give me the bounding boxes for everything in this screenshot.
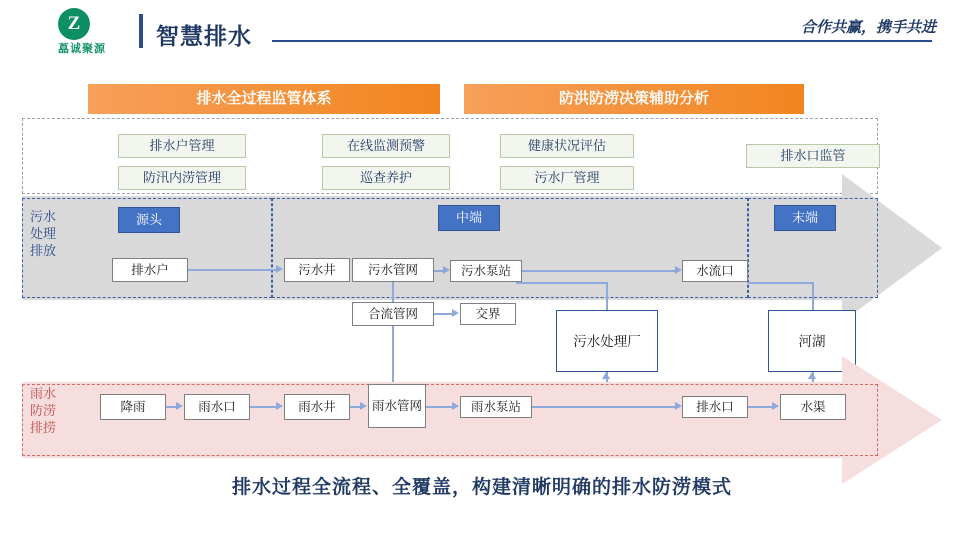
banner-supervision-system: 排水全过程监管体系 (88, 84, 440, 114)
arrow-combined-to-junction-icon (452, 309, 459, 317)
rain-side-label (30, 385, 74, 436)
node-junction[interactable]: 交界 (460, 303, 516, 325)
connector-combined-to-rainpipe (392, 326, 394, 382)
arrow-pump-to-outlet-icon (675, 266, 682, 274)
node-sewage-manhole[interactable]: 污水井 (284, 258, 350, 282)
stage-pill-middle[interactable]: 中端 (438, 205, 500, 231)
node-rain-pipe-network[interactable]: 雨水管网 (368, 384, 426, 428)
chip-inspection-maintenance[interactable]: 巡查养护 (322, 166, 450, 190)
chip-flood-waterlogging-management[interactable]: 防汛内涝管理 (118, 166, 246, 190)
stage-pill-end[interactable]: 末端 (774, 205, 836, 231)
connector-inlet-to-manhole (250, 406, 278, 408)
chip-wwtp-management[interactable]: 污水厂管理 (500, 166, 634, 190)
sewage-side-label-line-1: 污水 (30, 209, 57, 224)
node-combined-pipe-network[interactable]: 合流管网 (352, 302, 434, 326)
node-river-lake[interactable]: 河湖 (768, 310, 856, 372)
node-wastewater-treatment-plant[interactable]: 污水处理厂 (556, 310, 658, 372)
chip-online-monitoring-alert[interactable]: 在线监测预警 (322, 134, 450, 158)
connector-outfall-to-channel (748, 406, 774, 408)
chip-health-status-assessment[interactable]: 健康状况评估 (500, 134, 634, 158)
connector-pump-to-outlet (522, 270, 676, 272)
node-drainage-user[interactable]: 排水户 (112, 258, 188, 282)
arrow-rainfall-to-inlet-icon (176, 402, 183, 410)
logo-icon: Z (58, 8, 90, 40)
rain-side-label-line-3: 排捞 (30, 420, 57, 435)
header-divider (272, 40, 932, 42)
banner-flood-analysis: 防洪防涝决策辅助分析 (464, 84, 804, 114)
footer-caption: 排水过程全流程、全覆盖，构建清晰明确的排水防涝模式 (231, 477, 732, 498)
header-slogan: 合作共赢，携手共进 (800, 19, 936, 36)
node-rain-pump-station[interactable]: 雨水泵站 (460, 396, 532, 418)
node-sewage-pump-station[interactable]: 污水泵站 (450, 260, 522, 282)
arrow-up-to-wwtp-icon (602, 372, 610, 379)
connector-rainpump-to-outfall (532, 406, 676, 408)
node-water-outlet[interactable]: 水流口 (682, 260, 748, 282)
sewage-side-label (30, 208, 74, 259)
node-rainfall[interactable]: 降雨 (100, 394, 166, 420)
connector-junction-to-wwtp (516, 282, 608, 284)
node-rain-manhole[interactable]: 雨水井 (284, 394, 350, 420)
chip-drainage-user-management[interactable]: 排水户管理 (118, 134, 246, 158)
connector-rainpipe-to-pump (426, 406, 454, 408)
page-title: 智慧排水 (156, 23, 252, 49)
connector-outlet-to-river (812, 282, 814, 310)
rain-side-label-line-2: 防涝 (30, 403, 57, 418)
connector-user-to-manhole (188, 269, 278, 271)
sewage-side-label-line-3: 排放 (30, 243, 57, 258)
arrow-user-to-manhole-icon (276, 265, 283, 273)
connector-combined-to-junction (434, 313, 454, 315)
sewage-group-middle (272, 198, 748, 298)
stage-pill-source[interactable]: 源头 (118, 207, 180, 233)
node-drain-outfall[interactable]: 排水口 (682, 396, 748, 418)
node-rain-inlet[interactable]: 雨水口 (184, 394, 250, 420)
arrow-up-to-river-icon (808, 372, 816, 379)
arrow-inlet-to-manhole-icon (276, 402, 283, 410)
connector-pumpline-to-wwtp (606, 282, 608, 310)
connector-sewagepipe-to-combined (392, 282, 394, 302)
node-sewage-pipe-network[interactable]: 污水管网 (352, 258, 434, 282)
sewage-side-label-line-2: 处理 (30, 226, 57, 241)
node-channel[interactable]: 水渠 (780, 394, 846, 420)
arrow-pipe-to-pump-icon (443, 266, 450, 274)
logo (36, 8, 128, 56)
title-accent-bar (139, 14, 143, 48)
connector-outlet-line (748, 282, 814, 284)
arrow-rainpump-to-outfall-icon (675, 402, 682, 410)
rain-side-label-line-1: 雨水 (30, 386, 57, 401)
chip-outfall-supervision[interactable]: 排水口监管 (746, 144, 880, 168)
arrow-outfall-to-channel-icon (772, 402, 779, 410)
arrow-rainpipe-to-pump-icon (452, 402, 459, 410)
arrow-manhole-to-rainpipe-icon (360, 402, 367, 410)
logo-text: 藠诚聚源 (58, 43, 106, 55)
